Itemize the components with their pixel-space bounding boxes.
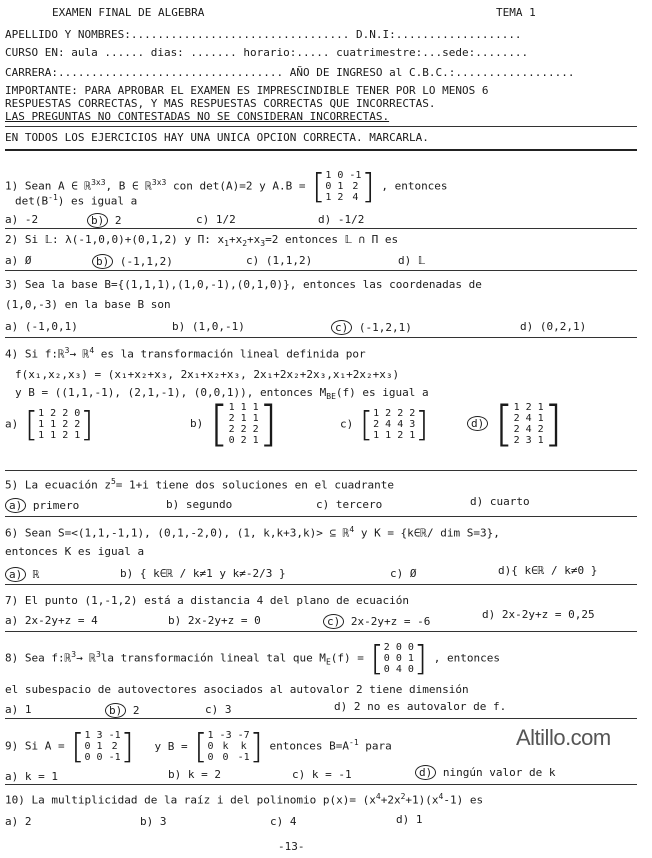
divider	[5, 516, 637, 517]
matrix-cell: k	[222, 741, 229, 752]
matrix-cell: 0	[84, 741, 91, 752]
matrix-cell: 0	[325, 181, 332, 192]
matrix-cell: 4	[525, 413, 532, 424]
matrix-cell: -1	[349, 170, 362, 181]
name-field-line: APELLIDO Y NOMBRES:................................. D.N.I:...................	[5, 28, 522, 41]
matrix-cell: 0	[383, 664, 390, 675]
matrix-cell: 0	[74, 408, 81, 419]
matrix-cell: 1	[385, 430, 392, 441]
option-4a[interactable]: a) [ 1 2 2 0 1 1 2 2 1 1 2 1 ]	[5, 404, 94, 445]
divider	[5, 228, 637, 229]
matrix-cell: 4	[395, 664, 402, 675]
matrix-cell: 1	[325, 192, 332, 203]
divider	[5, 270, 637, 271]
option-6a[interactable]: a) ℝ	[5, 567, 40, 582]
matrix-cell: 1	[513, 402, 520, 413]
matrix-cell: 3	[409, 419, 416, 430]
matrix-cell: 2	[409, 408, 416, 419]
option-8d[interactable]: d) 2 no es autovalor de f.	[334, 700, 507, 713]
question-8-line2: el subespacio de autovectores asociados al autovalor 2 tiene dimensión	[5, 683, 469, 696]
matrix-cell: 0	[407, 642, 414, 653]
matrix-cell: 1	[325, 170, 332, 181]
matrix-cell: 2	[525, 402, 532, 413]
matrix-cell: 1	[252, 402, 259, 413]
option-1d[interactable]: d) -1/2	[318, 213, 365, 226]
question-10: 10) La multiplicidad de la raíz i del polinomio $p(x)= (x^4+2x^2+1)(x^4-1)$ es	[5, 792, 484, 807]
matrix-cell: 3	[525, 435, 532, 446]
question-8: 8) Sea f:ℝ$^3$→ ℝ$^3$la transformación lineal tal que $M_E(f)$ = [ 2 0 0 0 0 1 0 4 0 ] , entonces	[5, 638, 500, 679]
matrix-cell: 4	[352, 192, 359, 203]
matrix-cell: -1	[108, 730, 121, 741]
matrix-cell: 1	[84, 730, 91, 741]
matrix-cell: 0	[395, 653, 402, 664]
matrix-cell: 0	[407, 664, 414, 675]
matrix-cell: 1	[373, 430, 380, 441]
matrix-me: [ 2 0 0 0 0 1 0 4 0 ]	[370, 638, 428, 679]
exam-title: EXAMEN FINAL DE ALGEBRA	[52, 6, 205, 19]
option-5c[interactable]: c) tercero	[316, 498, 383, 511]
question-7: 7) El punto (1,-1,2) está a distancia 4 del plano de ecuación	[5, 594, 409, 607]
matrix-cell: -7	[237, 730, 250, 741]
matrix-ab: [ 1 0 -1 0 1 2 1 2 4 ]	[312, 166, 375, 207]
option-9b[interactable]: b) k = 2	[168, 768, 221, 781]
question-6-line2: entonces K es igual a	[5, 545, 145, 558]
matrix-cell: 1	[240, 402, 247, 413]
matrix-a: [ 1 3 -1 0 1 2 0 0 -1 ]	[71, 726, 134, 767]
option-10c[interactable]: c) 4	[270, 815, 297, 828]
matrix-cell: 1	[252, 413, 259, 424]
option-1b[interactable]: b) 2	[90, 213, 122, 228]
question-5: 5) La ecuación $z^5= 1+i$ tiene dos soluciones en el cuadrante	[5, 477, 394, 492]
matrix-cell: 1	[252, 435, 259, 446]
matrix-cell: 1	[537, 402, 544, 413]
matrix-cell: 1	[537, 435, 544, 446]
option-6d[interactable]: d){ k∈ℝ / k≠0 }	[498, 564, 598, 577]
option-4d[interactable]: d) [ 1 2 1 2 4 1 2 4 2 2 3 1 ]	[470, 402, 562, 446]
divider	[5, 337, 637, 338]
matrix-cell: 1	[38, 408, 45, 419]
matrix-b: [ 1 -3 -7 0 k k 0 0 -1 ]	[194, 726, 263, 767]
divider	[5, 126, 637, 127]
matrix-cell: 1	[240, 413, 247, 424]
matrix-cell: 2	[537, 424, 544, 435]
important-note-2: RESPUESTAS CORRECTAS, Y MAS RESPUESTAS CORRECTAS QUE INCORRECTAS.	[5, 97, 436, 110]
option-10b[interactable]: b) 3	[140, 815, 167, 828]
matrix-cell: 1	[50, 419, 57, 430]
option-9d[interactable]: d) ningún valor de k	[418, 765, 555, 780]
option-9a[interactable]: a) k = 1	[5, 770, 58, 783]
question-1-line2: $\det(B^{-1})$ es igual a	[15, 193, 138, 208]
matrix-cell: 1	[96, 741, 103, 752]
option-7a[interactable]: a) 2x-2y+z = 4	[5, 614, 98, 627]
matrix-cell: 1	[537, 413, 544, 424]
option-7d[interactable]: d) 2x-2y+z = 0,25	[482, 608, 595, 621]
option-5a[interactable]: a) primero	[5, 498, 79, 513]
question-9: 9) Si A = [ 1 3 -1 0 1 2 0 0 -1 ] y B = [ 1 -3 -7 0 k k 0 0 -1 ] entonces $B=A^{-1}$ para	[5, 726, 392, 767]
matrix-cell: 2	[240, 435, 247, 446]
question-3: 3) Sea la base B={(1,1,1),(1,0,-1),(0,1,0)}, entonces las coordenadas de	[5, 278, 482, 291]
matrix-cell: 2	[228, 413, 235, 424]
matrix-cell: 1	[407, 653, 414, 664]
question-4-base: y B = ((1,1,-1), (2,1,-1), (0,0,1)), entonces $M_{BE}(f)$ es igual a	[15, 386, 429, 402]
option-8c[interactable]: c) 3	[205, 703, 232, 716]
matrix-cell: 2	[240, 424, 247, 435]
matrix-cell: 2	[337, 192, 344, 203]
option-6c[interactable]: c) Ø	[390, 567, 417, 580]
option-8b[interactable]: b) 2	[108, 703, 140, 718]
matrix-cell: 1	[74, 430, 81, 441]
matrix-cell: 2	[397, 430, 404, 441]
matrix-cell: 1	[207, 730, 214, 741]
career-field-line: CARRERA:.................................. AÑO DE INGRESO al C.B.C.:..................	[5, 66, 575, 79]
matrix-cell: 2	[111, 741, 118, 752]
important-note-3: LAS PREGUNTAS NO CONTESTADAS NO SE CONSIDERAN INCORRECTAS.	[5, 110, 390, 123]
matrix-cell: 0	[337, 170, 344, 181]
option-5d[interactable]: d) cuarto	[470, 495, 530, 508]
divider	[5, 149, 637, 151]
matrix-cell: -3	[219, 730, 232, 741]
matrix-cell: 0	[207, 752, 214, 763]
matrix-cell: 0	[207, 741, 214, 752]
option-3a[interactable]: a) (-1,0,1)	[5, 320, 78, 333]
matrix-cell: 2	[228, 424, 235, 435]
matrix-cell: 0	[395, 642, 402, 653]
matrix-cell: 2	[252, 424, 259, 435]
divider	[5, 584, 637, 585]
matrix-cell: 2	[373, 419, 380, 430]
important-note-1: IMPORTANTE: PARA APROBAR EL EXAMEN ES IMPRESCINDIBLE TENER POR LO MENOS 6	[5, 84, 489, 97]
divider	[5, 718, 637, 719]
option-7c[interactable]: c) 2x-2y+z = -6	[326, 614, 430, 629]
option-2d[interactable]: d) 𝕃	[398, 254, 426, 267]
matrix-cell: 1	[228, 402, 235, 413]
option-3c[interactable]: c) (-1,2,1)	[334, 320, 412, 335]
matrix-cell: 1	[38, 419, 45, 430]
matrix-cell: -1	[108, 752, 121, 763]
option-9c[interactable]: c) k = -1	[292, 768, 352, 781]
course-field-line: CURSO EN: aula ...... dias: ....... horario:..... cuatrimestre:...sede:........	[5, 46, 529, 59]
matrix-cell: k	[240, 741, 247, 752]
question-4-formula: f(x₁,x₂,x₃) = (x₁+x₂+x₃, 2x₁+x₂+x₃, 2x₁+2x₂+2x₃,x₁+2x₂+x₃)	[15, 368, 400, 381]
matrix-cell: 0	[222, 752, 229, 763]
matrix-cell: 2	[50, 408, 57, 419]
question-6: 6) Sean S=<(1,1,-1,1), (0,1,-2,0), (1, k,k+3,k)> ⊆ ℝ$^4$ y K = {k∈ℝ/ dim S=3},	[5, 525, 500, 540]
option-2b[interactable]: b) (-1,1,2)	[95, 254, 173, 269]
matrix-cell: 0	[84, 752, 91, 763]
matrix-cell: 1	[409, 430, 416, 441]
option-4b[interactable]: b) [ 1 1 1 2 1 1 2 2 2 0 2 1 ]	[190, 396, 278, 452]
tema-label: TEMA 1	[496, 6, 536, 19]
option-7b[interactable]: b) 2x-2y+z = 0	[168, 614, 261, 627]
matrix-cell: 2	[62, 430, 69, 441]
matrix-cell: 4	[397, 419, 404, 430]
matrix-cell: 0	[228, 435, 235, 446]
matrix-cell: 2	[62, 408, 69, 419]
matrix-cell: 2	[383, 642, 390, 653]
option-5b[interactable]: b) segundo	[166, 498, 233, 511]
question-2: 2) Si 𝕃: λ(-1,0,0)+(0,1,2) y Π: $x_1+x_2+x_3=2$ entonces 𝕃 ∩ Π es	[5, 233, 399, 249]
matrix-cell: 4	[525, 424, 532, 435]
matrix-cell: 2	[513, 435, 520, 446]
matrix-cell: 2	[352, 181, 359, 192]
matrix-cell: 3	[96, 730, 103, 741]
matrix-cell: 1	[50, 430, 57, 441]
matrix-cell: 2	[74, 419, 81, 430]
matrix-cell: -1	[237, 752, 250, 763]
page-number: -13-	[278, 840, 305, 853]
matrix-cell: 0	[383, 653, 390, 664]
option-6b[interactable]: b) { k∈ℝ / k≠1 y k≠-2/3 }	[120, 567, 286, 580]
option-4c[interactable]: c) [ 1 2 2 2 2 4 4 3 1 1 2 1 ]	[340, 404, 429, 445]
option-2c[interactable]: c) (1,1,2)	[246, 254, 313, 267]
question-4: 4) Si f:ℝ$^3$→ ℝ$^4$ es la transformación lineal definida por	[5, 346, 366, 361]
matrix-cell: 2	[513, 413, 520, 424]
option-1c[interactable]: c) 1/2	[196, 213, 236, 226]
matrix-cell: 2	[513, 424, 520, 435]
option-10d[interactable]: d) 1	[396, 813, 423, 826]
matrix-cell: 2	[385, 408, 392, 419]
question-3-line2: (1,0,-3) en la base B son	[5, 298, 171, 311]
option-3b[interactable]: b) (1,0,-1)	[172, 320, 245, 333]
option-1a[interactable]: a) -2	[5, 213, 39, 226]
matrix-cell: 2	[62, 419, 69, 430]
altillo-logo: Altillo.com	[516, 725, 611, 750]
matrix-cell: 1	[373, 408, 380, 419]
matrix-cell: 2	[397, 408, 404, 419]
matrix-cell: 1	[337, 181, 344, 192]
divider	[5, 631, 637, 632]
matrix-cell: 1	[38, 430, 45, 441]
divider	[5, 470, 637, 471]
instructions: EN TODOS LOS EJERCICIOS HAY UNA UNICA OPCION CORRECTA. MARCARLA.	[5, 131, 429, 144]
question-1: 1) Sean A ∈ ℝ$^{3x3}$, B ∈ ℝ$^{3x3}$ con det(A)=2 y A.B = [ 1 0 -1 0 1 2 1 2 4 ] , entonces	[5, 166, 448, 207]
divider	[5, 784, 637, 785]
option-2a[interactable]: a) Ø	[5, 254, 32, 267]
matrix-cell: 0	[96, 752, 103, 763]
option-8a[interactable]: a) 1	[5, 703, 32, 716]
option-3d[interactable]: d) (0,2,1)	[520, 320, 587, 333]
option-10a[interactable]: a) 2	[5, 815, 32, 828]
matrix-cell: 4	[385, 419, 392, 430]
